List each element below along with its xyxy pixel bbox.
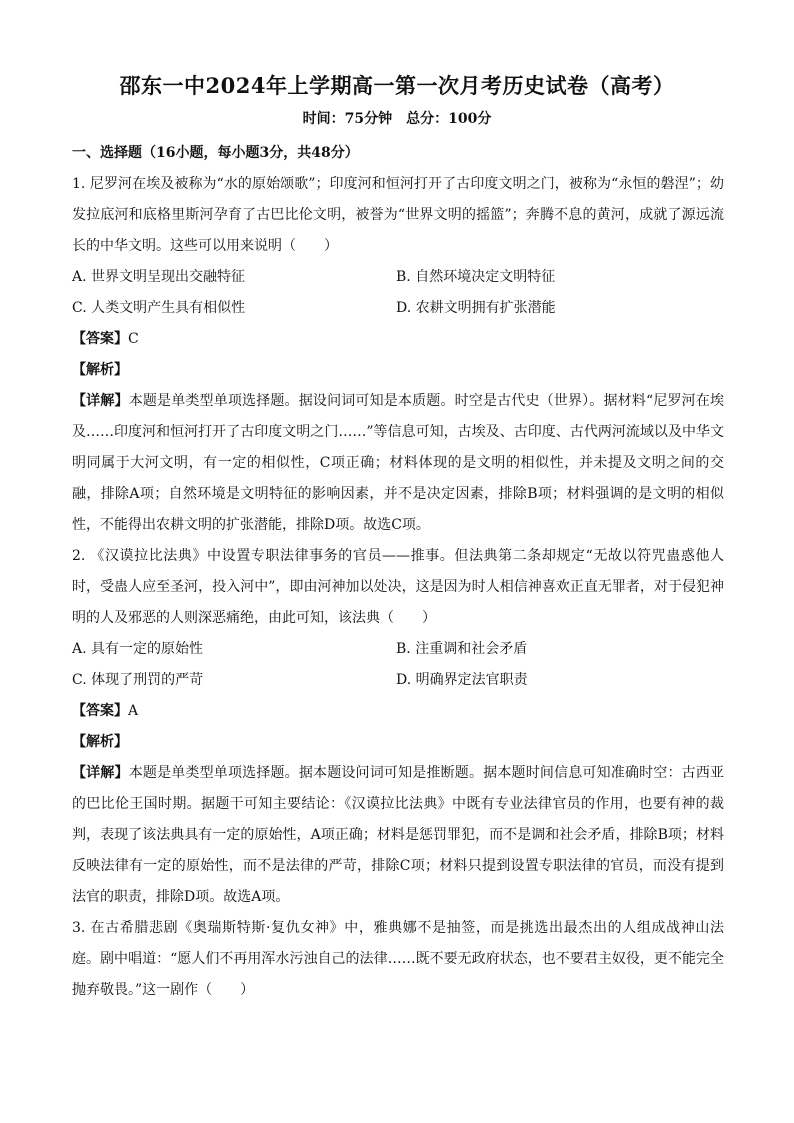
answer-value: C: [128, 331, 139, 347]
exam-meta: 时间：75分钟 总分：100分: [302, 111, 492, 127]
answer-line: [72, 324, 724, 355]
option-c: C. 体现了刑罚的严苛: [72, 672, 204, 688]
question-stem: 3. 在古希腊悲剧《奥瑞斯特斯·复仇女神》中，雅典娜不是抽签，而是挑选出最杰出的人组成战神山法庭。剧中唱道：“愿人们不再用浑水污浊自己的法律……既不要无政府状态，也不要君主奴役，更不能完全抛弃敬畏。”这一剧作（ ）: [72, 920, 724, 998]
question-1: [72, 169, 724, 541]
option-b: B. 自然环境决定文明特征: [396, 269, 556, 285]
options: [72, 262, 724, 324]
answer-label: 【答案】: [72, 703, 128, 719]
detail-text: 本题是单类型单项选择题。据本题设问词可知是推断题。据本题时间信息可知准确时空：古西亚的巴比伦王国时期。据题干可知主要结论：《汉谟拉比法典》中既有专业法律官员的作用，也要有神的裁判，表现了该法典具有一定的原始性，A项正确；材料是惩罚罪犯，而不是调和社会矛盾，排除B项；材料反映法律有一定的原始性，而不是法律的严苛，排除C项；材料只提到设置专职法律的官员，而没有提到法官的职责，排除D项。故选A项。: [72, 765, 725, 905]
analysis-label: 【解析】: [72, 362, 128, 378]
option-c: C. 人类文明产生具有相似性: [72, 300, 246, 316]
detail-text: 本题是单类型单项选择题。据设问词可知是本质题。时空是古代史（世界）。据材料“尼罗河在埃及……印度河和恒河打开了古印度文明之门……”等信息可知，古埃及、古印度、古代两河流域以及中华文明同属于大河文明，有一定的相似性，C项正确；材料体现的是文明的相似性，并未提及文明之间的交融，排除A项；自然环境是文明特征的影响因素，并不是决定因素，排除B项；材料强调的是文明的相似性，不能得出农耕文明的扩张潜能，排除D项。故选C项。: [72, 393, 725, 533]
question-2: [72, 541, 724, 913]
option-d: D. 明确界定法官职责: [396, 672, 528, 688]
detail-label: 【详解】: [72, 765, 129, 781]
question-3: [72, 913, 724, 1006]
section-heading: 一、选择题（16小题，每小题3分，共48分）: [72, 145, 359, 161]
exam-title: 邵东一中2024年上学期高一第一次月考历史试卷（高考）: [119, 73, 675, 98]
option-a: A. 世界文明呈现出交融特征: [72, 269, 246, 285]
answer-value: A: [128, 703, 139, 719]
detail-paragraph: [72, 758, 724, 913]
question-stem: 1. 尼罗河在埃及被称为“水的原始颂歌”；印度河和恒河打开了古印度文明之门，被称为“永恒的磐涅”；幼发拉底河和底格里斯河孕育了古巴比伦文明，被誉为“世界文明的摇篮”；奔腾不息的黄河，成就了源远流长的中华文明。这些可以用来说明（ ）: [72, 176, 724, 254]
exam-content: [72, 138, 724, 1006]
option-b: B. 注重调和社会矛盾: [396, 641, 528, 657]
answer-label: 【答案】: [72, 331, 128, 347]
detail-label: 【详解】: [72, 393, 129, 409]
option-d: D. 农耕文明拥有扩张潜能: [396, 300, 556, 316]
detail-paragraph: [72, 386, 724, 541]
option-a: A. 具有一定的原始性: [72, 641, 204, 657]
options: [72, 634, 724, 696]
analysis-label: 【解析】: [72, 734, 128, 750]
question-stem: 2. 《汉谟拉比法典》中设置专职法律事务的官员——推事。但法典第二条却规定“无故以符咒蛊惑他人时，受蛊人应至圣河，投入河中”，即由河神加以处决，这是因为时人相信神喜欢正直无罪者，对于侵犯神明的人及邪恶的人则深恶痛绝，由此可知，该法典（ ）: [72, 548, 724, 626]
answer-line: [72, 696, 724, 727]
